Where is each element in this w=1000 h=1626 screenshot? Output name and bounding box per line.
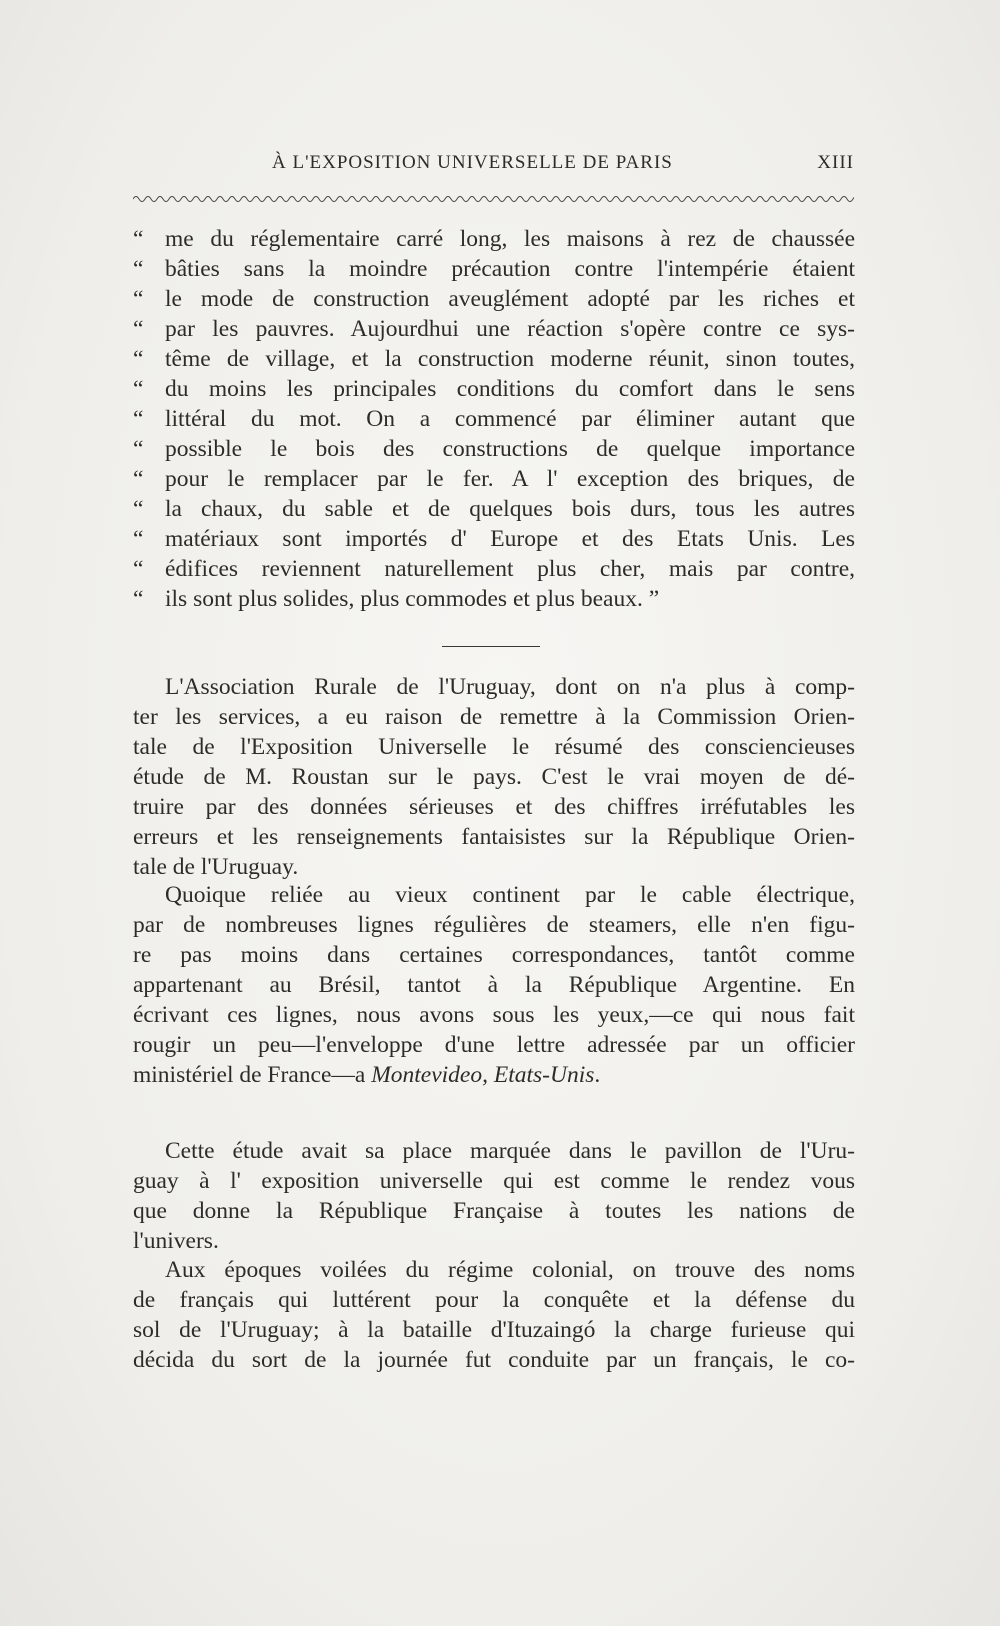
- paragraph-line: Aux époques voilées du régime colonial, on trouve des noms: [165, 1257, 855, 1283]
- quote-text: tême de village, et la construction moderne réunit, sinon toutes,: [165, 346, 855, 372]
- quote-mark: “: [133, 496, 144, 522]
- quote-mark: “: [133, 226, 144, 252]
- paragraph-line: re pas moins dans certaines correspondances, tantôt comme: [133, 942, 855, 968]
- quote-mark: “: [133, 256, 144, 282]
- quote-text: matériaux sont importés d' Europe et des Etats Unis. Les: [165, 526, 855, 552]
- quote-text: le mode de construction aveuglément adopté par les riches et: [165, 286, 855, 312]
- quote-text: pour le remplacer par le fer. A l' exception des briques, de: [165, 466, 855, 492]
- paragraph-line: truire par des données sérieuses et des chiffres irréfutables les: [133, 794, 855, 820]
- quote-text: ils sont plus solides, plus commodes et plus beaux. ”: [165, 586, 660, 612]
- quote-line: [133, 284, 855, 314]
- paragraph-line: décida du sort de la journée fut conduite par un français, le co-: [133, 1347, 855, 1373]
- quote-line: [133, 524, 855, 554]
- quote-mark: “: [133, 316, 144, 342]
- paragraph-line: Cette étude avait sa place marquée dans le pavillon de l'Uru-: [165, 1138, 855, 1164]
- page-header: [272, 152, 854, 182]
- paragraph-line: que donne la République Française à toutes les nations de: [133, 1198, 855, 1224]
- paragraph-line: Quoique reliée au vieux continent par le cable électrique,: [165, 882, 855, 908]
- quote-line: [133, 434, 855, 464]
- paragraph-association-rurale: [133, 672, 855, 882]
- paragraph-line: écrivant ces lignes, nous avons sous les yeux,—ce qui nous fait: [133, 1002, 855, 1028]
- quote-mark: “: [133, 286, 144, 312]
- quote-line: [133, 464, 855, 494]
- quote-line: [133, 584, 855, 614]
- paragraph-line: guay à l' exposition universelle qui est comme le rendez vous: [133, 1168, 855, 1194]
- quote-mark: “: [133, 436, 144, 462]
- quote-text: bâties sans la moindre précaution contre l'intempérie étaient: [165, 256, 855, 282]
- quote-line: [133, 254, 855, 284]
- paragraph-line: étude de M. Roustan sur le pays. C'est le vrai moyen de dé-: [133, 764, 855, 790]
- quote-line: [133, 554, 855, 584]
- quote-line: [133, 374, 855, 404]
- wavy-ornamental-rule: [133, 193, 854, 205]
- paragraph-line: tale de l'Uruguay.: [133, 854, 299, 880]
- paragraph-line: rougir un peu—l'enveloppe d'une lettre adressée par un officier: [133, 1032, 855, 1058]
- paragraph-line: tale de l'Exposition Universelle le résumé des consciencieuses: [133, 734, 855, 760]
- paragraph-line-last: [133, 1060, 855, 1090]
- paragraph-cette-etude: [133, 1136, 855, 1256]
- paragraph-line: sol de l'Uruguay; à la bataille d'Ituzaingó la charge furieuse qui: [133, 1317, 855, 1343]
- italic-address: Montevideo, Etats-Unis: [371, 1062, 595, 1088]
- quote-text: par les pauvres. Aujourdhui une réaction s'opère contre ce sys-: [165, 316, 855, 342]
- quote-line: [133, 404, 855, 434]
- paragraph-line: erreurs et les renseignements fantaisistes sur la République Orien-: [133, 824, 855, 850]
- quote-text: littéral du mot. On a commencé par éliminer autant que: [165, 406, 855, 432]
- quote-text: du moins les principales conditions du comfort dans le sens: [165, 376, 855, 402]
- quote-text: la chaux, du sable et de quelques bois durs, tous les autres: [165, 496, 855, 522]
- paragraph-line: de français qui luttérent pour la conquête et la défense du: [133, 1287, 855, 1313]
- quote-mark: “: [133, 406, 144, 432]
- quote-text: possible le bois des constructions de quelque importance: [165, 436, 855, 462]
- quote-mark: “: [133, 466, 144, 492]
- paragraph-quoique: [133, 880, 855, 1090]
- paragraph-line: appartenant au Brésil, tantot à la République Argentine. En: [133, 972, 855, 998]
- quote-mark: “: [133, 556, 144, 582]
- quote-line: [133, 224, 855, 254]
- page-number: XIII: [817, 152, 854, 173]
- quote-mark: “: [133, 346, 144, 372]
- quote-text: édifices reviennent naturellement plus cher, mais par contre,: [165, 556, 855, 582]
- section-divider: [442, 646, 540, 647]
- quote-line: [133, 344, 855, 374]
- quote-line: [133, 314, 855, 344]
- paragraph-aux-epoques: [133, 1255, 855, 1375]
- text-run: .: [594, 1062, 601, 1088]
- paragraph-line: L'Association Rurale de l'Uruguay, dont on n'a plus à comp-: [165, 674, 855, 700]
- text-run: ministériel de France—a: [133, 1062, 372, 1088]
- paragraph-line: l'univers.: [133, 1228, 219, 1254]
- quote-line: [133, 494, 855, 524]
- quote-mark: “: [133, 586, 144, 612]
- quotation-block: [133, 224, 855, 614]
- quote-text: me du réglementaire carré long, les maisons à rez de chaussée: [165, 226, 855, 252]
- quote-mark: “: [133, 526, 144, 552]
- paragraph-line: par de nombreuses lignes régulières de steamers, elle n'en figu-: [133, 912, 855, 938]
- paragraph-line: ter les services, a eu raison de remettre à la Commission Orien-: [133, 704, 855, 730]
- quote-mark: “: [133, 376, 144, 402]
- running-head: À L'EXPOSITION UNIVERSELLE DE PARIS: [272, 152, 673, 173]
